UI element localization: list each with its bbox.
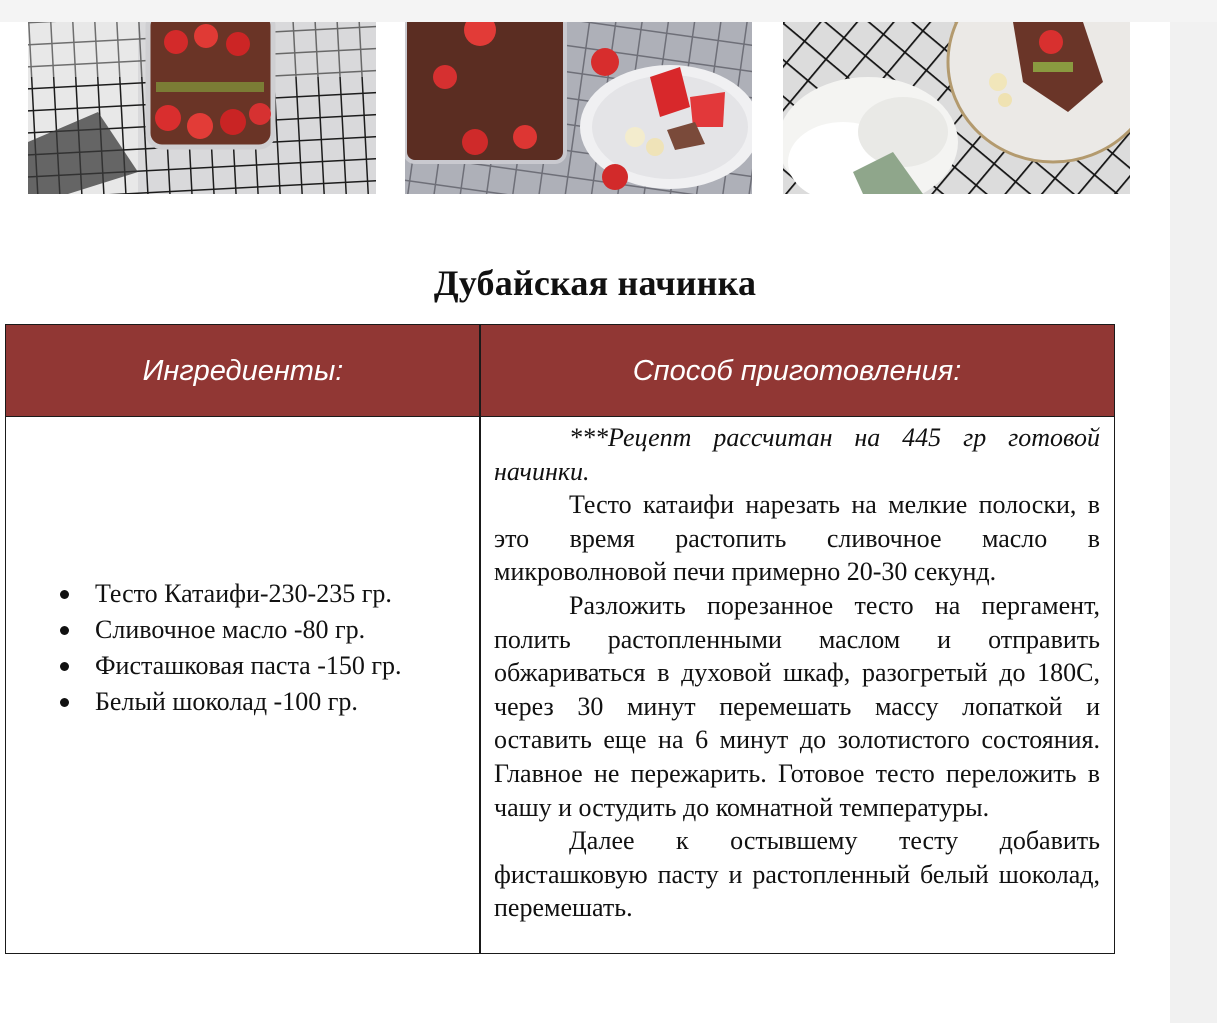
method-paragraph: Далее к остывшему тесту добавить фисташковую пасту и растопленный белый шоколад, перемешать. xyxy=(494,826,1100,923)
section-title: Дубайская начинка xyxy=(433,263,757,304)
document-page xyxy=(0,22,1170,1023)
recipe-yield-note: ***Рецепт рассчитан на 445 гр готовой начинки. xyxy=(494,423,1100,486)
list-item: Фисташковая паста -150 гр. xyxy=(95,648,402,684)
list-item: Тесто Катаифи-230-235 гр. xyxy=(95,576,402,612)
viewer-top-bar xyxy=(0,0,1217,23)
dessert-photo-3 xyxy=(783,22,1130,194)
table-header xyxy=(6,325,1114,417)
method-paragraph: Разложить порезанное тесто на пергамент, полить растопленными маслом и отправить обжариваться в духовой шкаф, разогретый до 180С, через 30 минут перемешать массу лопаткой и оставить еще на 6 минут до золотистого состояния. Главное не пережарить. Готовое тесто переложить в чашу и остудить до комнатной температуры. xyxy=(494,590,1100,822)
ingredients-cell xyxy=(6,417,480,953)
method-paragraph: Тесто катаифи нарезать на мелкие полоски, в это время растопить сливочное масло в микроволновой печи примерно 20-30 секунд. xyxy=(494,490,1100,587)
ingredients-header: Ингредиенты: xyxy=(142,355,344,387)
dessert-photo-2 xyxy=(405,22,752,194)
ingredients-list xyxy=(6,576,402,720)
method-header: Способ приготовления: xyxy=(632,355,962,387)
scrollbar-track[interactable] xyxy=(1169,22,1217,1023)
method-cell xyxy=(494,421,1100,925)
list-item: Белый шоколад -100 гр. xyxy=(95,684,402,720)
dessert-photo-1 xyxy=(28,22,376,194)
list-item: Сливочное масло -80 гр. xyxy=(95,612,402,648)
recipe-table xyxy=(5,324,1115,954)
